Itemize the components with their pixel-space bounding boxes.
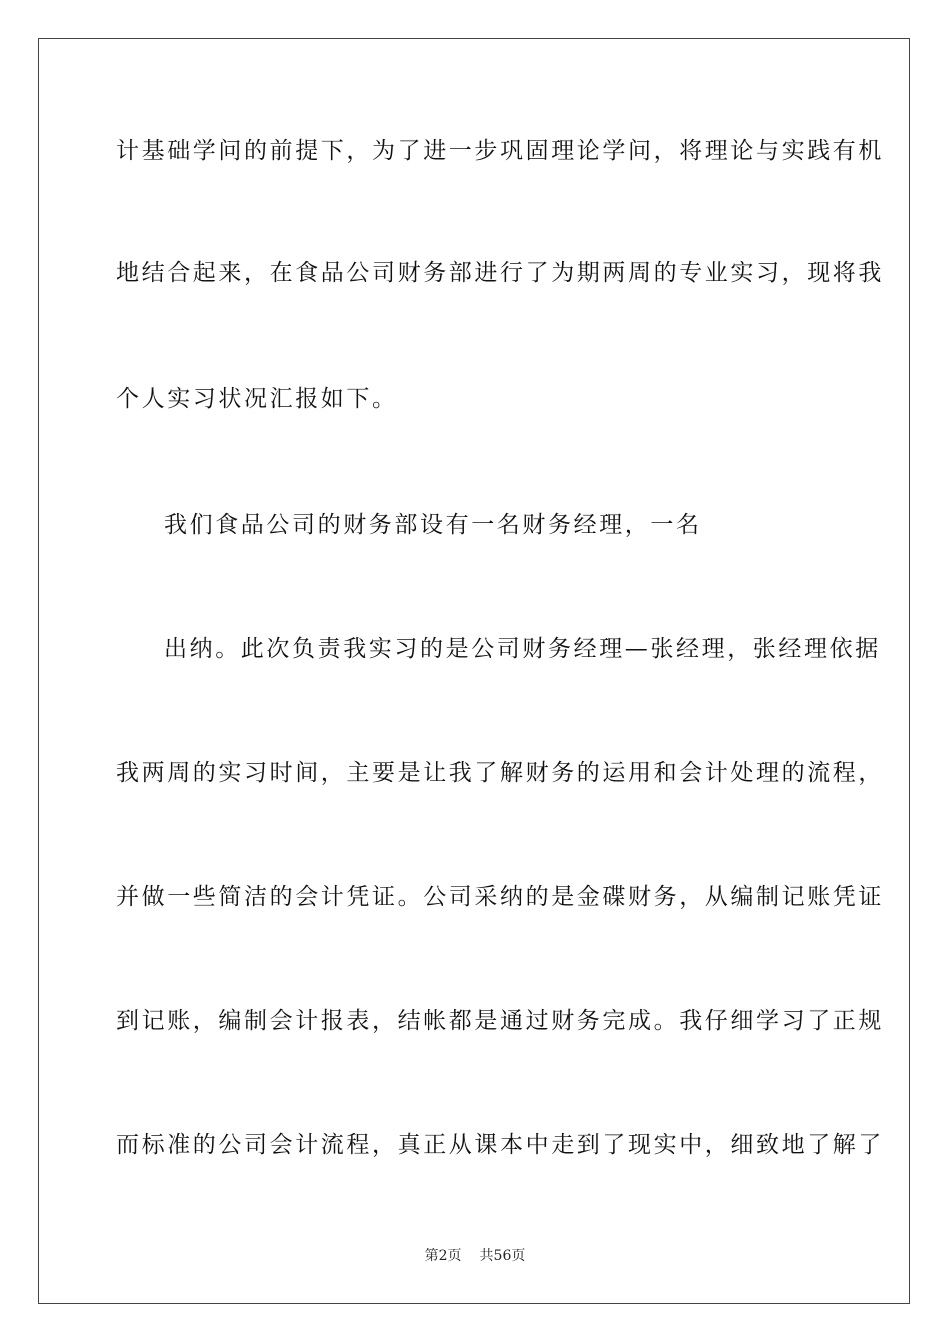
page-total: 共56页	[479, 1248, 526, 1264]
text-line-5: 出纳。此次负责我实习的是公司财务经理—张经理，张经理依据	[164, 636, 881, 662]
text-line-3: 个人实习状况汇报如下。	[116, 386, 398, 412]
text-line-4: 我们食品公司的财务部设有一名财务经理，一名	[164, 512, 702, 538]
page-footer	[0, 1246, 950, 1266]
text-line-7: 并做一些简洁的会计凭证。公司采纳的是金碟财务，从编制记账凭证	[116, 884, 884, 910]
page-number: 第2页	[424, 1248, 462, 1264]
text-line-9: 而标准的公司会计流程，真正从课本中走到了现实中，细致地了解了	[116, 1132, 884, 1158]
text-line-6: 我两周的实习时间，主要是让我了解财务的运用和会计处理的流程，	[116, 760, 884, 786]
text-line-8: 到记账，编制会计报表，结帐都是通过财务完成。我仔细学习了正规	[116, 1008, 884, 1034]
text-line-1: 计基础学问的前提下，为了进一步巩固理论学问，将理论与实践有机	[116, 138, 884, 164]
page-frame	[38, 38, 910, 1304]
text-line-2: 地结合起来，在食品公司财务部进行了为期两周的专业实习，现将我	[116, 260, 884, 286]
